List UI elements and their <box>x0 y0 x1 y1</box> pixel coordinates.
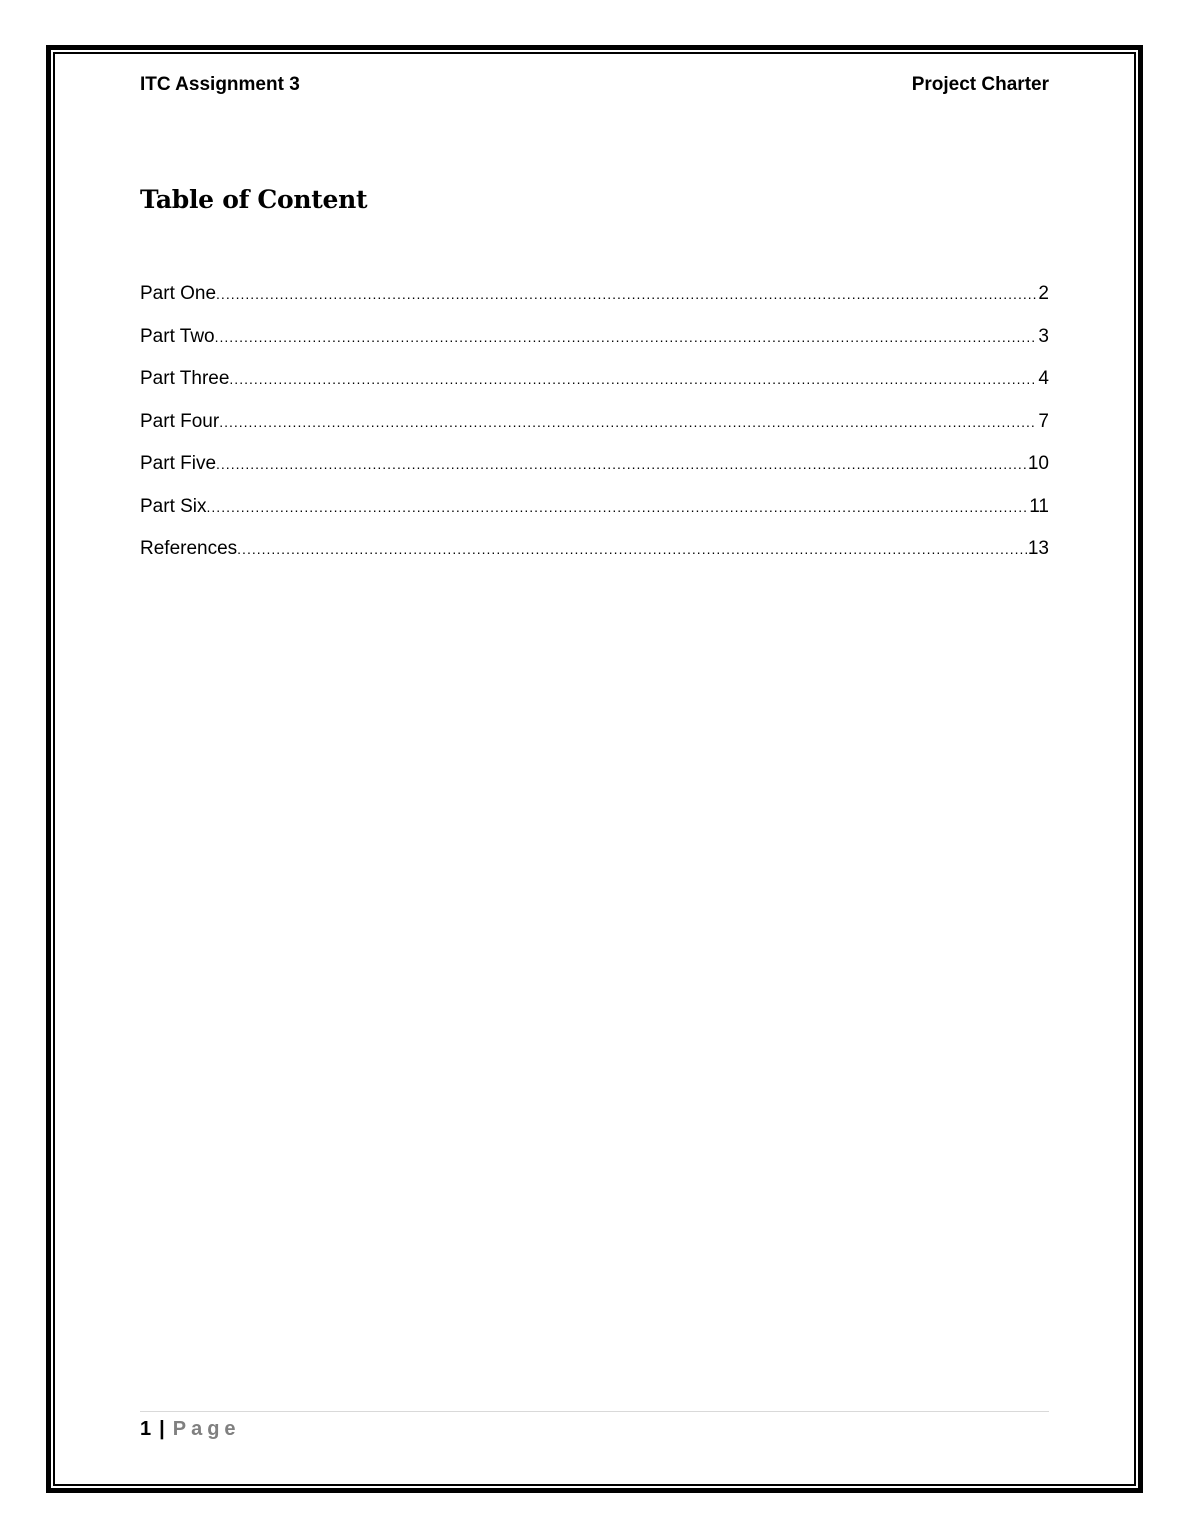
toc-entry-label: Part Five <box>140 453 217 474</box>
toc-dot-leader <box>215 329 1038 345</box>
toc-heading: Table of Content <box>140 185 368 214</box>
toc-entry-label: Part Four <box>140 410 220 432</box>
toc-entry-part-four[interactable] <box>140 411 1049 454</box>
toc-entry-part-three[interactable] <box>140 368 1049 411</box>
toc-entry-part-two[interactable] <box>140 326 1049 369</box>
toc-dot-leader <box>219 414 1037 430</box>
toc-dot-leader <box>216 456 1027 472</box>
toc-entry-page: 2 <box>1038 283 1049 304</box>
toc-entry-references[interactable] <box>140 538 1049 581</box>
footer-divider <box>140 1411 1049 1412</box>
toc-entry-page: 4 <box>1038 368 1049 389</box>
footer-page-label: Page <box>172 1418 241 1440</box>
page-header <box>140 71 1049 99</box>
toc-entry-part-one[interactable] <box>140 283 1049 326</box>
toc-entry-label: Part One <box>140 283 217 304</box>
toc-entry-label: References <box>140 538 238 559</box>
toc-entry-part-five[interactable] <box>140 453 1049 496</box>
footer-page-number: 1 <box>140 1418 152 1440</box>
toc-entry-page: 3 <box>1038 325 1049 347</box>
header-right-title: Project Charter <box>911 74 1049 95</box>
toc-entry-label: Part Three <box>140 368 230 389</box>
toc-dot-leader <box>207 499 1029 515</box>
toc-dot-leader <box>237 541 1027 557</box>
toc-list <box>140 283 1049 581</box>
toc-entry-page: 7 <box>1038 410 1049 432</box>
toc-entry-part-six[interactable] <box>140 496 1049 539</box>
page-footer <box>140 1418 241 1441</box>
footer-separator: | <box>159 1418 165 1440</box>
toc-entry-label: Part Two <box>140 325 215 347</box>
toc-dot-leader <box>216 286 1037 302</box>
toc-entry-page: 11 <box>1029 495 1049 517</box>
header-left-title: ITC Assignment 3 <box>140 74 300 95</box>
toc-entry-page: 10 <box>1027 453 1049 474</box>
page-border-inner <box>53 52 1136 1486</box>
toc-entry-label: Part Six <box>140 495 207 517</box>
toc-dot-leader <box>229 371 1037 387</box>
toc-entry-page: 13 <box>1027 538 1049 559</box>
